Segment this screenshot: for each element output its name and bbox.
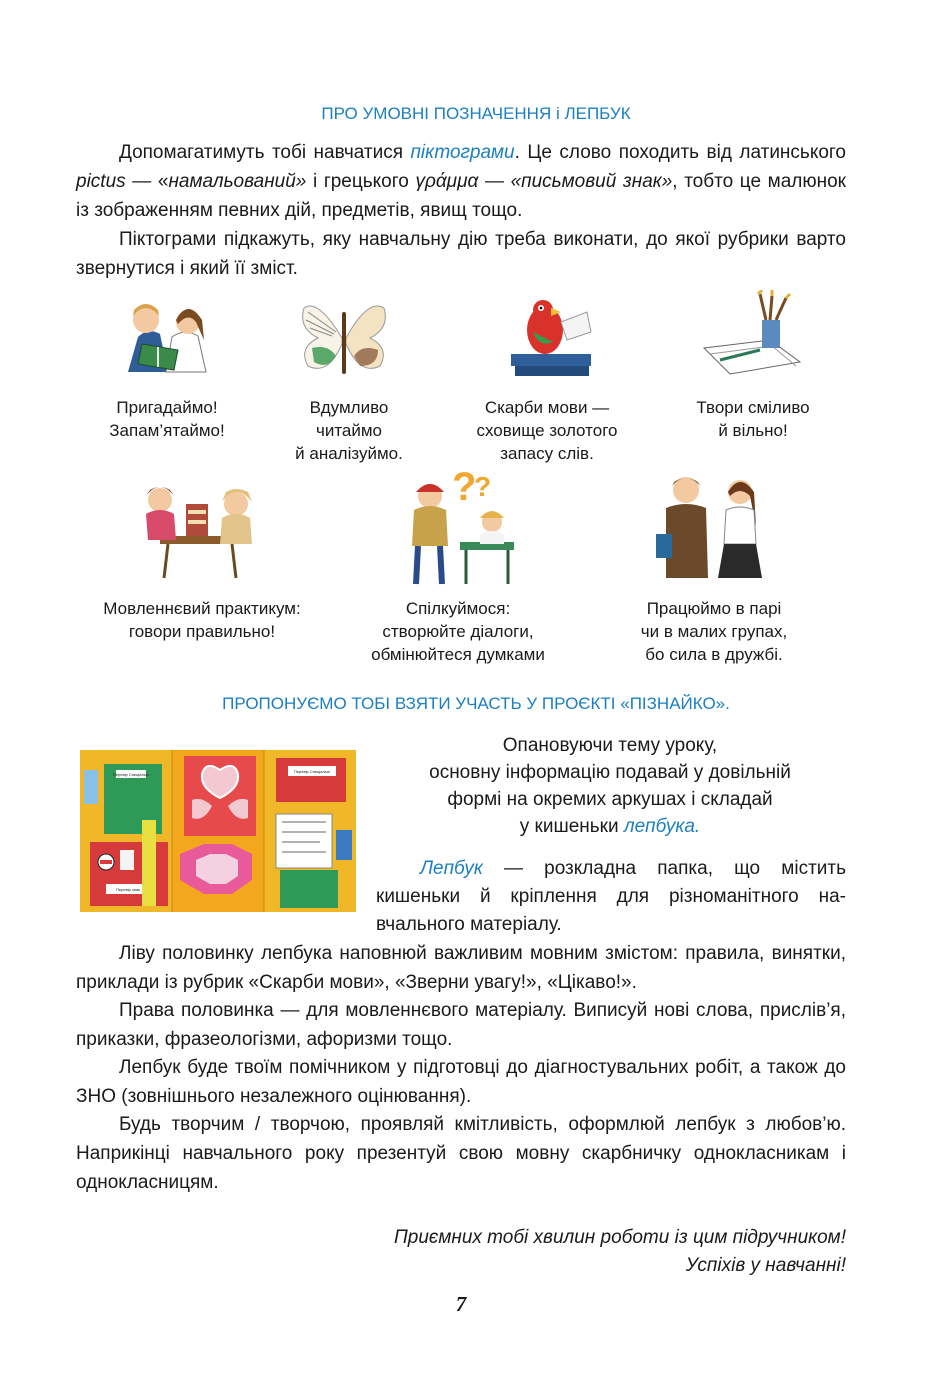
caption-line: й аналізуймо. (295, 444, 403, 463)
svg-text:?: ? (474, 471, 492, 502)
intro-paragraph-1 (76, 138, 846, 225)
svg-text:?: ? (452, 466, 477, 509)
caption-line: запасу слів. (500, 444, 594, 463)
closing-line: Приємних тобі хвилин роботи із цим підручником! (394, 1227, 846, 1248)
read-analyze-pictogram-icon (298, 298, 390, 380)
lapbook-photo (80, 750, 356, 912)
intro-text: , тобто це малюнок із зображенням певних дій, предметів, явищ тощо. (76, 171, 846, 221)
pair-work-pictogram-icon (652, 470, 776, 580)
body-paragraph-right-half: Права половинка — для мовленнєвого матеріалу. Виписуй нові слова, прислів’я, приказки, фразеологізми, афоризми тощо. (76, 1000, 846, 1050)
instruction-line: основну інформацію подавай у довільній (429, 762, 791, 783)
intro-text: і грецького (306, 171, 416, 192)
closing-line: Успіхів у навчанні! (685, 1255, 846, 1276)
pictogram-caption-treasures (442, 396, 652, 465)
caption-line: Скарби мови — (484, 398, 610, 417)
caption-line: Працюймо в парі (646, 599, 782, 618)
lapbook-label-3: Перевір знак (116, 887, 140, 892)
body-paragraph-helper: Лепбук буде твоїм помічником у підготовці до діагностувальних робіт, а також до ЗНО (зовнішнього незалежного оцінювання). (76, 1057, 846, 1107)
caption-line: бо сила в дружбі. (645, 645, 783, 664)
caption-line: й вільно! (718, 421, 788, 440)
caption-line: Спілкуймося: (405, 599, 511, 618)
project-instruction (378, 732, 842, 840)
caption-line: сховище золотого (476, 421, 618, 440)
definition-text: — розкладна папка, що містить (482, 858, 846, 879)
communicate-pictogram-icon (396, 466, 526, 590)
remember-pictogram-icon (108, 292, 220, 384)
lapbook-label-2: Перевір Спеціальні (293, 769, 331, 774)
section-heading-project: ПРОПОНУЄМО ТОБІ ВЗЯТИ УЧАСТЬ У ПРОЄКТІ «ПІЗНАЙКО». (222, 694, 730, 713)
term-sign: «письмовий знак» (510, 171, 673, 192)
intro-text: — (478, 171, 511, 192)
term-pictus: pictus (76, 171, 126, 192)
caption-line: Вдумливо (309, 398, 389, 417)
body-paragraph-left-half: Ліву половинку лепбука наповнюй важливим мовним змістом: правила, винятки, приклади із рубрик «Скарби мови», «Зверни увагу!», «Цікаво!». (76, 943, 846, 993)
pictogram-caption-speech-practice (62, 597, 342, 643)
instruction-line: формі на окремих аркушах і складай (447, 789, 773, 810)
definition-line: вчального матеріалу. (376, 914, 562, 935)
create-freely-pictogram-icon (700, 290, 806, 386)
pictogram-caption-read (244, 396, 454, 465)
definition-line (376, 855, 846, 883)
page-number: 7 (455, 1292, 467, 1316)
definition-line: кишеньки й кріплення для різноманітного на- (376, 886, 846, 907)
intro-text: Допомагатимуть тобі навчатися (119, 142, 411, 163)
pictogram-caption-remember (62, 396, 272, 442)
caption-line: чи в малих групах, (640, 622, 788, 641)
pictogram-caption-communicate (338, 597, 578, 666)
term-painted: намальований» (168, 171, 307, 192)
body-paragraph-creative: Будь творчим / творчою, проявляй кмітливість, оформлюй лепбук з любов’ю. Наприкінці навчального року презентуй свою мовну скарбничку однокласникам і однокласницям. (76, 1114, 846, 1193)
term-pictograms: піктограми (410, 142, 515, 163)
closing-wishes (300, 1224, 846, 1280)
intro-text: . Це слово походить від латинського (514, 142, 846, 163)
caption-line: Запам’ятаймо! (109, 421, 225, 440)
intro-paragraph-2: Піктограми підкажуть, яку навчальну дію треба виконати, до якої рубрики варто звернутися і який її зміст. (76, 229, 846, 279)
pictogram-caption-create (648, 396, 858, 442)
speech-practice-pictogram-icon (136, 470, 262, 580)
caption-line: говори правильно! (128, 622, 276, 641)
lapbook-label-1: Перевір Спеціальні (112, 772, 150, 777)
caption-line: Пригадаймо! (116, 398, 218, 417)
term-gramma: γράμμα (415, 171, 479, 192)
lapbook-definition (376, 855, 846, 939)
instruction-line: Опановуючи тему уроку, (502, 735, 718, 756)
pictogram-caption-pair-work (594, 597, 834, 666)
caption-line: читаймо (315, 421, 383, 440)
instruction-line (378, 813, 842, 840)
section-heading-pictograms: ПРО УМОВНІ ПОЗНАЧЕННЯ і ЛЕПБУК (321, 104, 631, 123)
term-lapbook: лепбука. (623, 816, 701, 837)
caption-line: обмінюйтеся думками (371, 645, 545, 664)
instruction-text: у кишеньки (519, 816, 624, 837)
caption-line: створюйте діалоги, (382, 622, 534, 641)
term-lapbook-definition: Лепбук (420, 858, 483, 879)
caption-line: Мовленнєвий практикум: (103, 599, 301, 618)
intro-text: — « (125, 171, 169, 192)
language-treasures-pictogram-icon (505, 292, 601, 384)
caption-line: Твори сміливо (696, 398, 810, 417)
